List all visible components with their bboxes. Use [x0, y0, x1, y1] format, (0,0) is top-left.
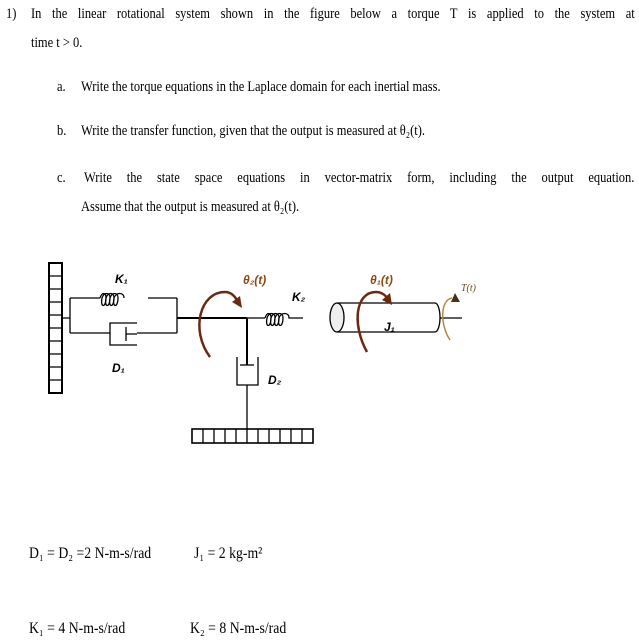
d1-label: D₁ — [112, 361, 125, 375]
theta1-label: θ₁(t) — [370, 273, 393, 287]
theta2-rotation-arrow — [199, 292, 238, 357]
part-a-text: Write the torque equations in the Laplace domain for each inertial mass. — [81, 79, 441, 95]
part-c-text2: Assume that the output is measured at θ₂(t). — [81, 199, 300, 215]
d2-damper — [237, 357, 258, 430]
j1-label: J₁ — [384, 320, 395, 334]
d1-damper — [110, 323, 137, 345]
param-inertia: J₁ = 2 kg-m² — [194, 545, 263, 562]
param-k2: K₂ = 8 N-m-s/rad — [190, 620, 287, 637]
part-c-text: Write the state space equations in vector-matrix form, including the output equation. — [84, 170, 635, 186]
k1-spring — [100, 294, 124, 306]
theta2-label: θ₂(t) — [243, 273, 267, 287]
k2-label: K₂ — [292, 290, 306, 304]
problem-intro-line2: time t > 0. — [31, 35, 83, 51]
torque-arrowhead — [451, 293, 460, 302]
torque-label: T(t) — [461, 283, 476, 294]
k1-label: K₁ — [115, 272, 128, 286]
torque-rotation-arrow — [443, 298, 452, 340]
problem-intro-line1: In the linear rotational system shown in the figure below a torque T is applied to the system at — [31, 6, 635, 22]
problem-number: 1) — [6, 6, 17, 22]
param-k1: K₁ = 4 N-m-s/rad — [29, 620, 126, 637]
theta2-arrowhead — [232, 296, 242, 308]
part-c-label: c. — [57, 170, 66, 186]
part-b-label: b. — [57, 123, 67, 139]
left-wall — [49, 263, 62, 393]
k2-spring — [265, 314, 303, 326]
param-damping: D₁ = D₂ =2 N-m-s/rad — [29, 545, 152, 562]
part-a-label: a. — [57, 79, 66, 95]
k1-d1-frame — [62, 298, 177, 333]
d2-label: D₂ — [268, 373, 282, 387]
ground — [192, 429, 313, 443]
part-b-text: Write the transfer function, given that the output is measured at θ₂(t). — [81, 123, 425, 139]
